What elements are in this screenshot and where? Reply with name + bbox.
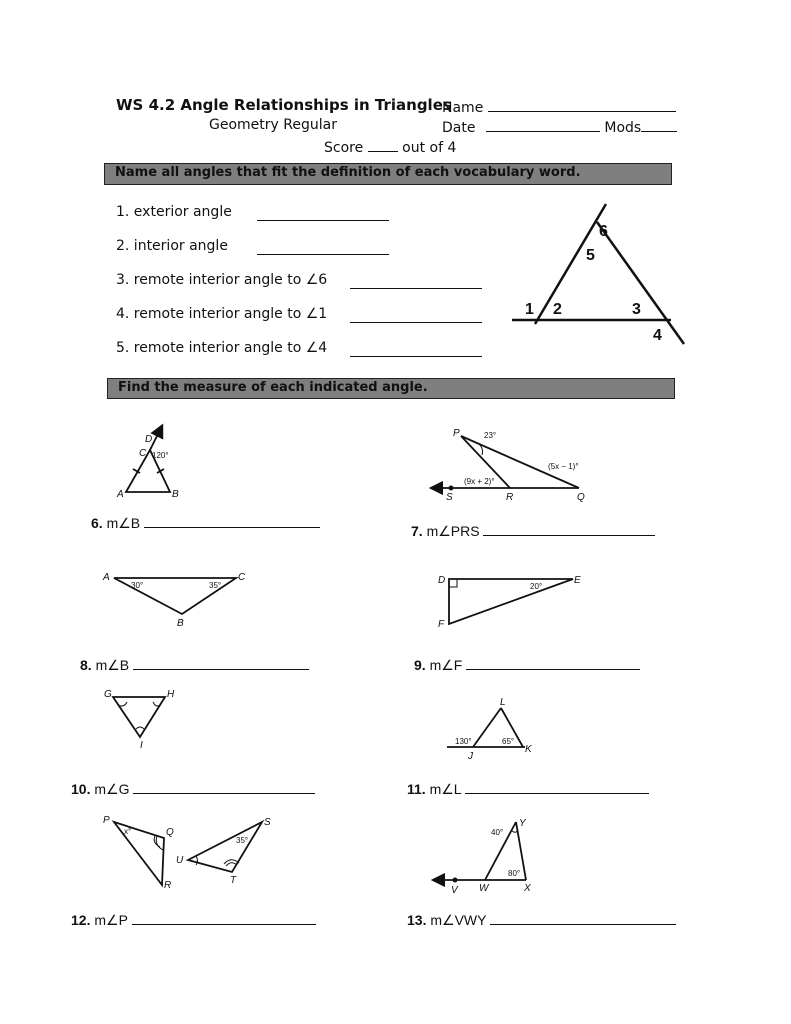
section2-instruction: Find the measure of each indicated angle. (107, 378, 675, 399)
problem-6: 6. m∠B (91, 513, 320, 532)
name-label: Name (442, 100, 484, 116)
mods-label: Mods (604, 120, 642, 136)
svg-text:5: 5 (586, 247, 595, 264)
svg-text:30°: 30° (131, 581, 144, 590)
svg-text:J: J (468, 751, 473, 762)
figure-12-triangles (114, 822, 262, 885)
svg-text:Q: Q (166, 827, 174, 838)
problem-9: 9. m∠F (414, 655, 640, 674)
svg-text:80°: 80° (508, 869, 521, 878)
svg-text:35°: 35° (236, 836, 249, 845)
svg-text:D: D (438, 575, 446, 586)
score-suffix: out of 4 (402, 140, 457, 156)
svg-text:I: I (140, 740, 143, 751)
svg-text:P: P (453, 428, 460, 439)
svg-text:120°: 120° (152, 451, 169, 460)
svg-text:S: S (446, 492, 453, 503)
svg-text:23°: 23° (484, 431, 497, 440)
svg-text:Q: Q (577, 492, 585, 503)
svg-text:F: F (438, 619, 445, 630)
problem-8: 8. m∠B (80, 655, 309, 674)
vocab-item-2: 2. interior angle (116, 238, 228, 254)
vocab-item-5: 5. remote interior angle to ∠4 (116, 340, 328, 356)
vocab-triangle-figure (512, 204, 684, 344)
svg-text:B: B (177, 618, 184, 629)
svg-text:4: 4 (653, 327, 662, 344)
svg-text:20°: 20° (530, 582, 543, 591)
point-s (449, 486, 454, 491)
course-name: Geometry Regular (209, 117, 337, 133)
vocab-item-4: 4. remote interior angle to ∠1 (116, 306, 328, 322)
figure-11-labels (455, 697, 533, 762)
svg-text:65°: 65° (502, 737, 515, 746)
vocab-item-1: 1. exterior angle (116, 204, 232, 220)
vocab-item-3: 3. remote interior angle to ∠6 (116, 272, 328, 288)
worksheet-title: WS 4.2 Angle Relationships in Triangles (116, 96, 452, 114)
svg-text:(9x + 2)°: (9x + 2)° (464, 477, 495, 486)
problem-11: 11. m∠L (407, 779, 649, 798)
figure-9-triangle (449, 579, 573, 624)
figure-8-labels (102, 572, 246, 629)
svg-text:W: W (479, 883, 489, 894)
section1-instruction: Name all angles that fit the definition of each vocabulary word. (104, 163, 672, 185)
svg-text:A: A (117, 489, 124, 500)
svg-text:R: R (164, 880, 172, 891)
figure-10-triangle (113, 697, 165, 737)
svg-text:S: S (264, 817, 271, 828)
svg-text:6: 6 (599, 223, 608, 240)
svg-text:x°: x° (124, 827, 132, 836)
svg-text:(5x − 1)°: (5x − 1)° (548, 462, 579, 471)
problem-10: 10. m∠G (71, 779, 315, 798)
svg-text:130°: 130° (455, 737, 472, 746)
svg-text:K: K (525, 744, 532, 755)
figure-12-labels (103, 815, 271, 891)
svg-text:3: 3 (632, 301, 641, 318)
svg-text:R: R (506, 492, 514, 503)
svg-text:2: 2 (553, 301, 562, 318)
svg-text:G: G (104, 689, 112, 700)
svg-text:T: T (230, 875, 237, 886)
svg-text:E: E (574, 575, 581, 586)
problem-13: 13. m∠VWY (407, 910, 676, 929)
svg-text:P: P (103, 815, 110, 826)
svg-text:B: B (172, 489, 179, 500)
svg-text:C: C (139, 448, 147, 459)
svg-text:35°: 35° (209, 581, 222, 590)
point-v (453, 878, 458, 883)
figure-13-labels (451, 818, 531, 896)
svg-text:D: D (145, 434, 153, 445)
svg-text:H: H (167, 689, 175, 700)
date-label: Date (442, 120, 476, 136)
svg-text:Y: Y (519, 818, 526, 829)
svg-text:L: L (500, 697, 506, 708)
svg-text:V: V (451, 885, 458, 896)
svg-text:C: C (238, 572, 246, 583)
svg-text:X: X (524, 883, 531, 894)
svg-text:U: U (176, 855, 184, 866)
svg-text:40°: 40° (491, 828, 504, 837)
problem-12: 12. m∠P (71, 910, 316, 929)
score-label: Score (324, 140, 364, 156)
problem-7: 7. m∠PRS (411, 521, 655, 540)
svg-text:A: A (103, 572, 110, 583)
svg-text:1: 1 (525, 301, 534, 318)
